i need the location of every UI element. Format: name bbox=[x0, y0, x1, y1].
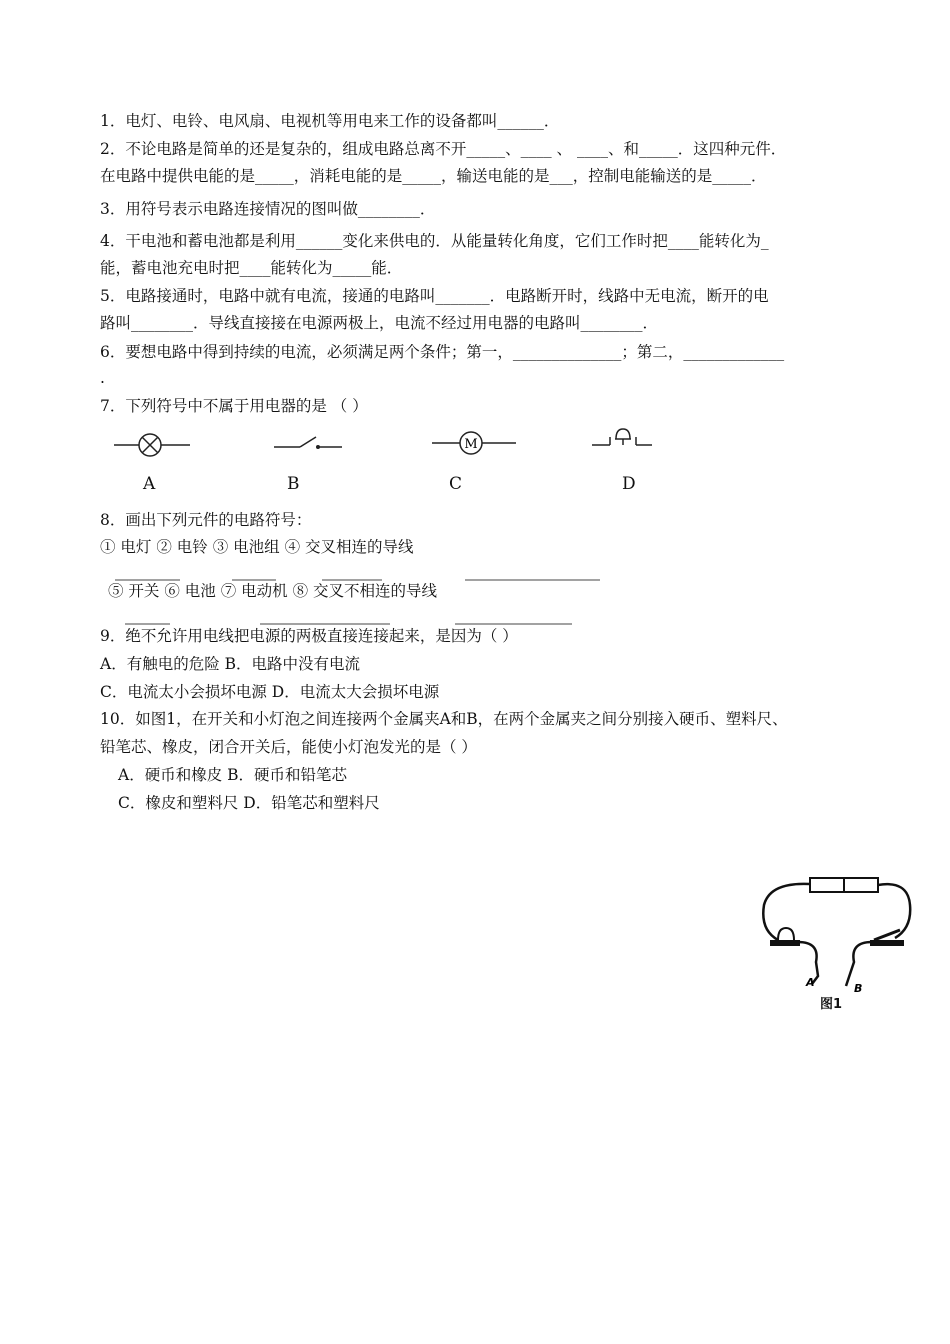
motor-letter: M bbox=[464, 437, 478, 452]
question-7: 7．下列符号中不属于用电器的是 （ ） bbox=[100, 397, 368, 415]
switch-symbol-icon bbox=[272, 425, 347, 465]
bell-symbol-icon bbox=[590, 425, 655, 465]
question-8: 8．画出下列元件的电路符号： bbox=[100, 511, 312, 529]
question-8-row-2: ⑤ 开关 ⑥ 电池 ⑦ 电动机 ⑧ 交叉不相连的导线 bbox=[108, 582, 437, 600]
question-4-line-2: 能，蓄电池充电时把____能转化为_____能． bbox=[100, 259, 403, 277]
option-c-label: C bbox=[449, 474, 463, 494]
question-6-line-1: 6．要想电路中得到持续的电流，必须满足两个条件；第一，______________；第二，_____________ bbox=[100, 343, 785, 361]
question-2-line-1: 2．不论电路是简单的还是复杂的，组成电路总离不开_____、____ 、 ____、和_____．这四种元件． bbox=[100, 140, 787, 158]
question-9: 9．绝不允许用电线把电源的两极直接连接起来，是因为（ ） bbox=[100, 627, 518, 645]
question-10-line-2: 铅笔芯、橡皮，闭合开关后，能使小灯泡发光的是（ ） bbox=[100, 738, 477, 756]
question-9-options-cd: C．电流太小会损坏电源 D．电流太大会损坏电源 bbox=[100, 683, 440, 701]
question-10-line-1: 10．如图1，在开关和小灯泡之间连接两个金属夹A和B，在两个金属夹之间分别接入硬币、塑料尺、 bbox=[100, 710, 788, 728]
question-5-line-1: 5．电路接通时，电路中就有电流，接通的电路叫_______．电路断开时，线路中无电流，断开的电 bbox=[100, 287, 769, 305]
option-a-label: A bbox=[143, 474, 156, 494]
question-9-options-ab: A．有触电的危险 B．电路中没有电流 bbox=[100, 655, 361, 673]
question-10-options-cd: C．橡皮和塑料尺 D．铅笔芯和塑料尺 bbox=[118, 794, 380, 812]
question-2-line-2: 在电路中提供电能的是_____，消耗电能的是_____，输送电能的是___，控制电能输送的是_____． bbox=[100, 167, 767, 185]
clip-b-label: B bbox=[854, 982, 863, 995]
lamp-symbol-icon bbox=[112, 425, 192, 465]
question-1: 1．电灯、电铃、电风扇、电视机等用电来工作的设备都叫______． bbox=[100, 112, 560, 130]
figure-caption: 图1 bbox=[820, 997, 843, 1012]
question-6-line-2: . bbox=[100, 369, 105, 387]
motor-symbol-icon bbox=[430, 425, 520, 465]
question-10-options-ab: A．硬币和橡皮 B．硬币和铅笔芯 bbox=[118, 766, 348, 784]
circuit-figure bbox=[750, 870, 920, 1000]
question-8-row-1: ① 电灯 ② 电铃 ③ 电池组 ④ 交叉相连的导线 bbox=[100, 538, 414, 556]
option-d-label: D bbox=[622, 474, 636, 494]
question-4-line-1: 4．干电池和蓄电池都是利用______变化来供电的．从能量转化角度，它们工作时把____能转化为_ bbox=[100, 232, 769, 250]
question-5-line-2: 路叫________．导线直接接在电源两极上，电流不经过用电器的电路叫________． bbox=[100, 314, 659, 332]
option-b-label: B bbox=[287, 474, 300, 494]
clip-a-label: A bbox=[806, 976, 815, 989]
question-3: 3．用符号表示电路连接情况的图叫做________． bbox=[100, 200, 436, 218]
